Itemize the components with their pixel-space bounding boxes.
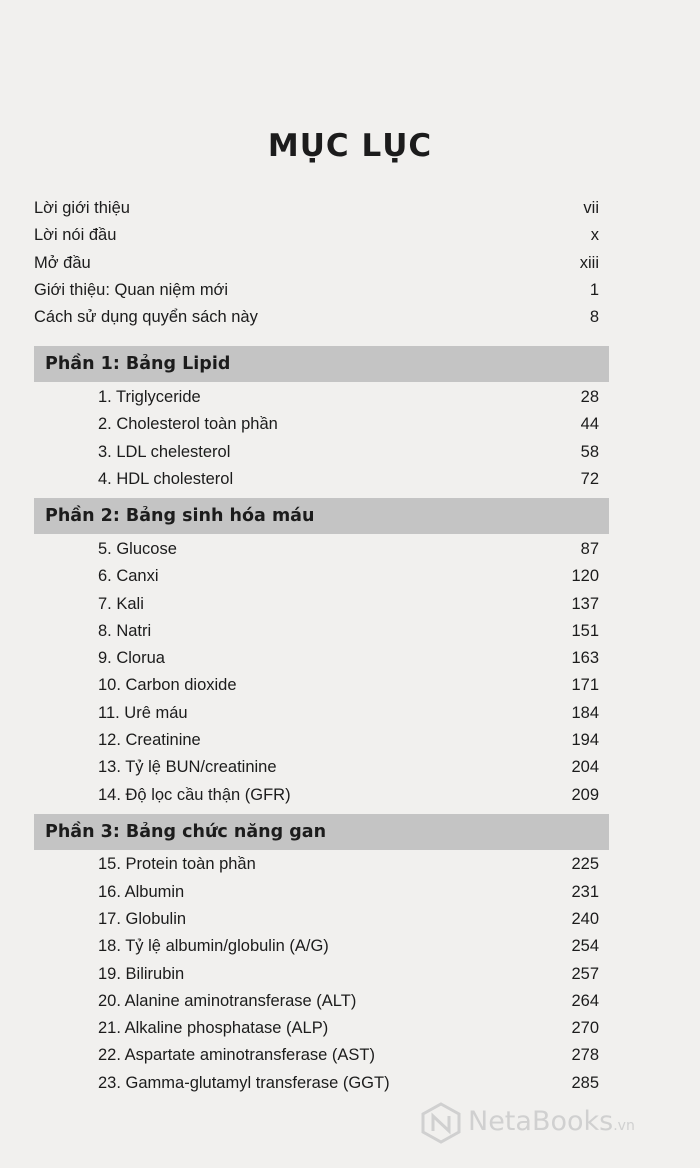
toc-row — [34, 645, 599, 671]
toc-row — [34, 754, 599, 780]
toc-label: 12. Creatinine — [98, 731, 201, 749]
toc-label: Lời nói đầu — [34, 226, 117, 244]
toc-label: 17. Globulin — [98, 910, 187, 928]
part-heading — [34, 814, 609, 850]
toc-row — [34, 933, 599, 959]
toc-label: 13. Tỷ lệ BUN/creatinine — [98, 758, 277, 776]
toc-page-number: 257 — [571, 965, 599, 983]
toc-page-number: 285 — [571, 1074, 599, 1092]
toc-page-number: 28 — [580, 388, 599, 406]
toc-row — [34, 1042, 599, 1068]
toc-row — [34, 563, 599, 589]
toc-label: Mở đầu — [34, 254, 91, 272]
part-title: Phần 3: Bảng chức năng gan — [45, 822, 327, 842]
toc-page-number: 254 — [571, 937, 599, 955]
toc-page-number: 264 — [571, 992, 599, 1010]
toc-row — [34, 536, 599, 562]
toc-label: Giới thiệu: Quan niệm mới — [34, 281, 229, 299]
toc-page-number: 44 — [580, 415, 599, 433]
toc-page-number: 225 — [571, 855, 599, 873]
toc-row — [34, 782, 599, 808]
toc-page-number: 194 — [571, 731, 599, 749]
toc-label: 18. Tỷ lệ albumin/globulin (A/G) — [98, 937, 329, 955]
toc-row — [34, 250, 599, 276]
toc-label: 15. Protein toàn phần — [98, 855, 256, 873]
toc-row — [34, 411, 599, 437]
toc-page-number: 270 — [571, 1019, 599, 1037]
toc-label: Cách sử dụng quyển sách này — [34, 308, 258, 326]
watermark-brand: NetaBooks — [468, 1106, 614, 1137]
watermark-text — [468, 1106, 635, 1137]
toc-row — [34, 384, 599, 410]
toc-page-number: 58 — [580, 443, 599, 461]
page-title: MỤC LỤC — [267, 128, 433, 164]
toc-page-number: 137 — [571, 595, 599, 613]
toc-page-number: 209 — [571, 786, 599, 804]
watermark — [418, 1098, 698, 1150]
toc-row — [34, 277, 599, 303]
toc-label: 14. Độ lọc cầu thận (GFR) — [98, 786, 291, 804]
toc-label: 9. Clorua — [98, 649, 165, 667]
toc-label: 19. Bilirubin — [98, 965, 185, 983]
toc-page-number: 171 — [571, 676, 599, 694]
toc-row — [34, 906, 599, 932]
toc-row — [34, 851, 599, 877]
toc-row — [34, 961, 599, 987]
toc-row — [34, 195, 599, 221]
toc-label: 21. Alkaline phosphatase (ALP) — [98, 1019, 329, 1037]
part-heading — [34, 346, 609, 382]
toc-page-number: xiii — [579, 254, 599, 272]
toc-label: 22. Aspartate aminotransferase (AST) — [98, 1046, 375, 1064]
toc-page-number: 278 — [571, 1046, 599, 1064]
toc-row — [34, 700, 599, 726]
toc-row — [34, 304, 599, 330]
toc-page-number: x — [590, 226, 599, 244]
toc-page-number: vii — [583, 199, 599, 217]
toc-row — [34, 988, 599, 1014]
toc-label: 16. Albumin — [98, 883, 185, 901]
toc-label: 6. Canxi — [98, 567, 159, 585]
toc-label: 4. HDL cholesterol — [98, 470, 234, 488]
toc-row — [34, 672, 599, 698]
watermark-suffix: .vn — [613, 1118, 635, 1134]
toc-label: 7. Kali — [98, 595, 144, 613]
toc-row — [34, 727, 599, 753]
toc-page-number: 231 — [571, 883, 599, 901]
toc-label: 23. Gamma-glutamyl transferase (GGT) — [98, 1074, 390, 1092]
part-title: Phần 1: Bảng Lipid — [45, 354, 231, 374]
toc-page-number: 1 — [589, 281, 599, 299]
netabooks-logo-icon — [420, 1102, 462, 1144]
toc-row — [34, 618, 599, 644]
toc-page-number: 163 — [571, 649, 599, 667]
toc-label: 1. Triglyceride — [98, 388, 201, 406]
toc-row — [34, 879, 599, 905]
toc-page-number: 151 — [571, 622, 599, 640]
toc-row — [34, 1015, 599, 1041]
toc-row — [34, 439, 599, 465]
toc-label: 11. Urê máu — [98, 704, 188, 722]
toc-page-number: 8 — [589, 308, 599, 326]
toc-page-number: 120 — [571, 567, 599, 585]
toc-page-number: 184 — [571, 704, 599, 722]
toc-label: 8. Natri — [98, 622, 152, 640]
toc-page-number: 240 — [571, 910, 599, 928]
part-title: Phần 2: Bảng sinh hóa máu — [45, 506, 315, 526]
toc-label: 3. LDL chelesterol — [98, 443, 231, 461]
part-heading — [34, 498, 609, 534]
toc-label: 2. Cholesterol toàn phần — [98, 415, 278, 433]
toc-label: Lời giới thiệu — [34, 199, 130, 217]
toc-label: 10. Carbon dioxide — [98, 676, 237, 694]
toc-page-number: 87 — [580, 540, 599, 558]
toc-row — [34, 591, 599, 617]
toc-row — [34, 1070, 599, 1096]
toc-label: 20. Alanine aminotransferase (ALT) — [98, 992, 357, 1010]
toc-row — [34, 466, 599, 492]
toc-label: 5. Glucose — [98, 540, 177, 558]
toc-page-number: 72 — [580, 470, 599, 488]
toc-page-number: 204 — [571, 758, 599, 776]
toc-row — [34, 222, 599, 248]
